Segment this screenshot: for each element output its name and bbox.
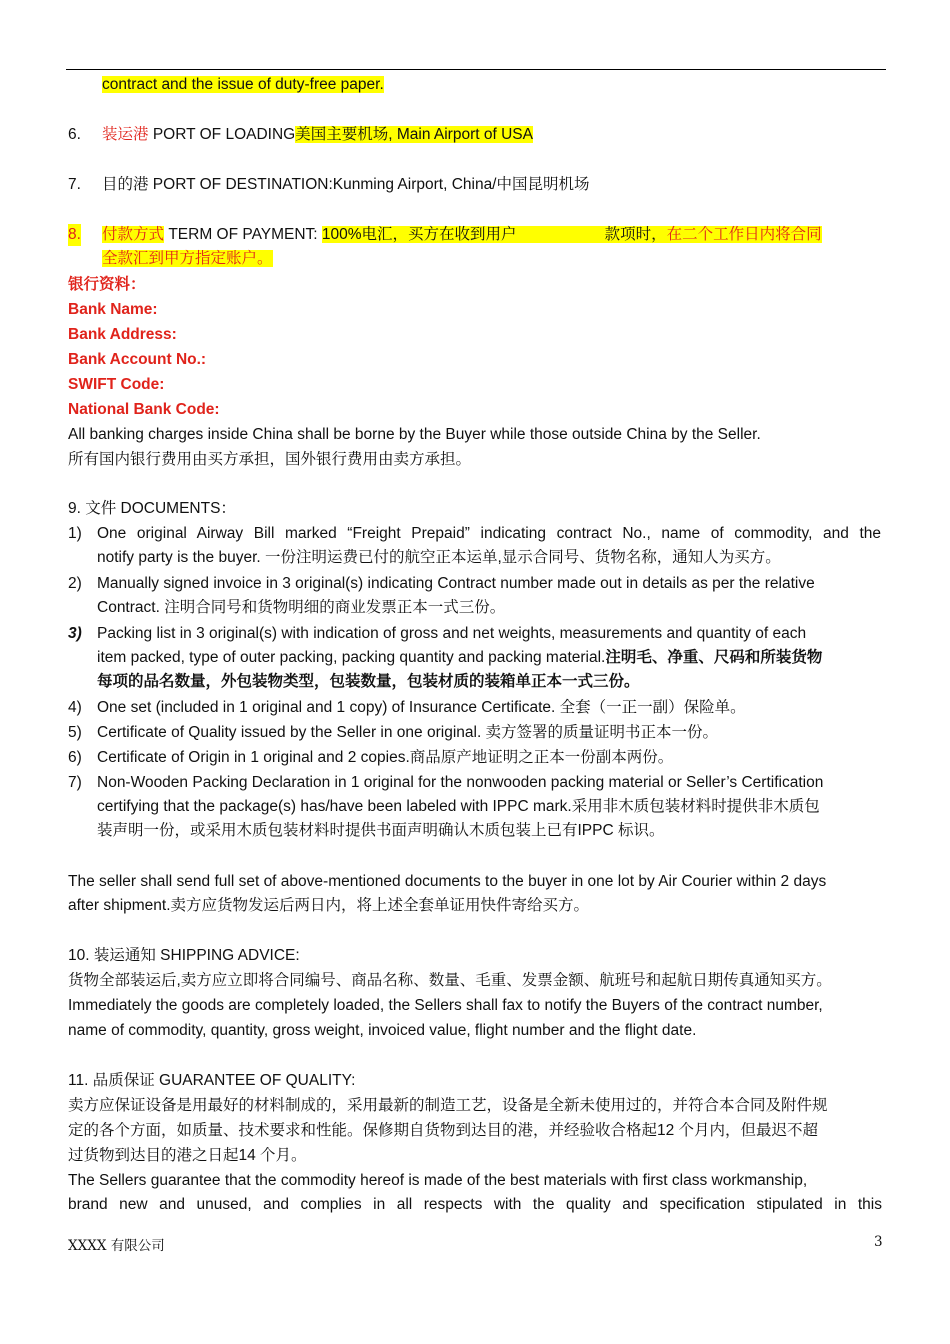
national-bank-code-label: National Bank Code: [68, 401, 220, 418]
bank-account-label: Bank Account No.: [68, 351, 207, 368]
swift-code-label: SWIFT Code: [68, 376, 165, 393]
bank-name-label: Bank Name: [68, 301, 158, 318]
header-rule [66, 69, 886, 70]
page-number: 3 [874, 1234, 883, 1250]
continuation-line: contract and the issue of duty-free paper. [102, 76, 384, 93]
bank-address-label: Bank Address: [68, 326, 177, 343]
payment-terms: 100%电汇，买方在收到用户 款项时，在二个工作日内将合同 [321, 226, 822, 243]
footer-company: XXXX 有限公司 [68, 1238, 165, 1254]
